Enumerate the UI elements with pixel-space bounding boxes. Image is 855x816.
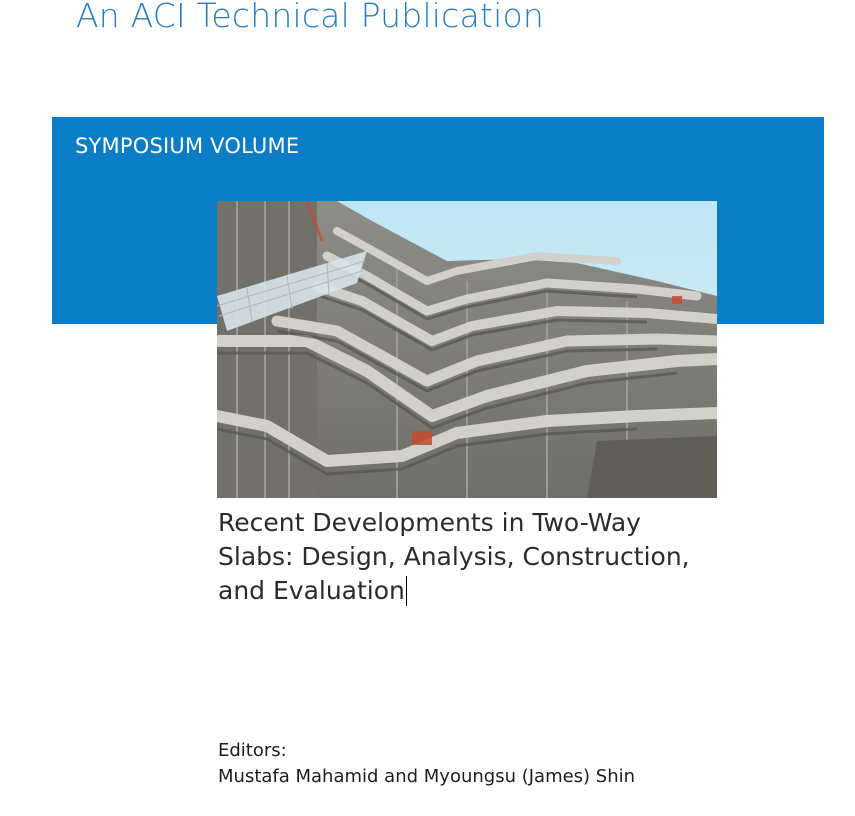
title-line-1: Recent Developments in Two-Way <box>218 508 641 537</box>
text-cursor <box>406 576 407 606</box>
cover-photo-drawing <box>217 201 717 498</box>
editors-names: Mustafa Mahamid and Myoungsu (James) Shin <box>218 766 636 787</box>
editors-block <box>218 738 635 790</box>
book-title <box>218 506 738 608</box>
cover-photo <box>217 201 717 498</box>
symposium-volume-label: SYMPOSIUM VOLUME <box>75 134 300 158</box>
title-line-3[interactable] <box>218 574 738 608</box>
editors-label: Editors: <box>218 740 287 761</box>
title-line-2: Slabs: Design, Analysis, Construction, <box>218 542 690 571</box>
publisher-heading: An ACI Technical Publication <box>76 0 544 35</box>
title-line-3-text: and Evaluation <box>218 576 405 605</box>
